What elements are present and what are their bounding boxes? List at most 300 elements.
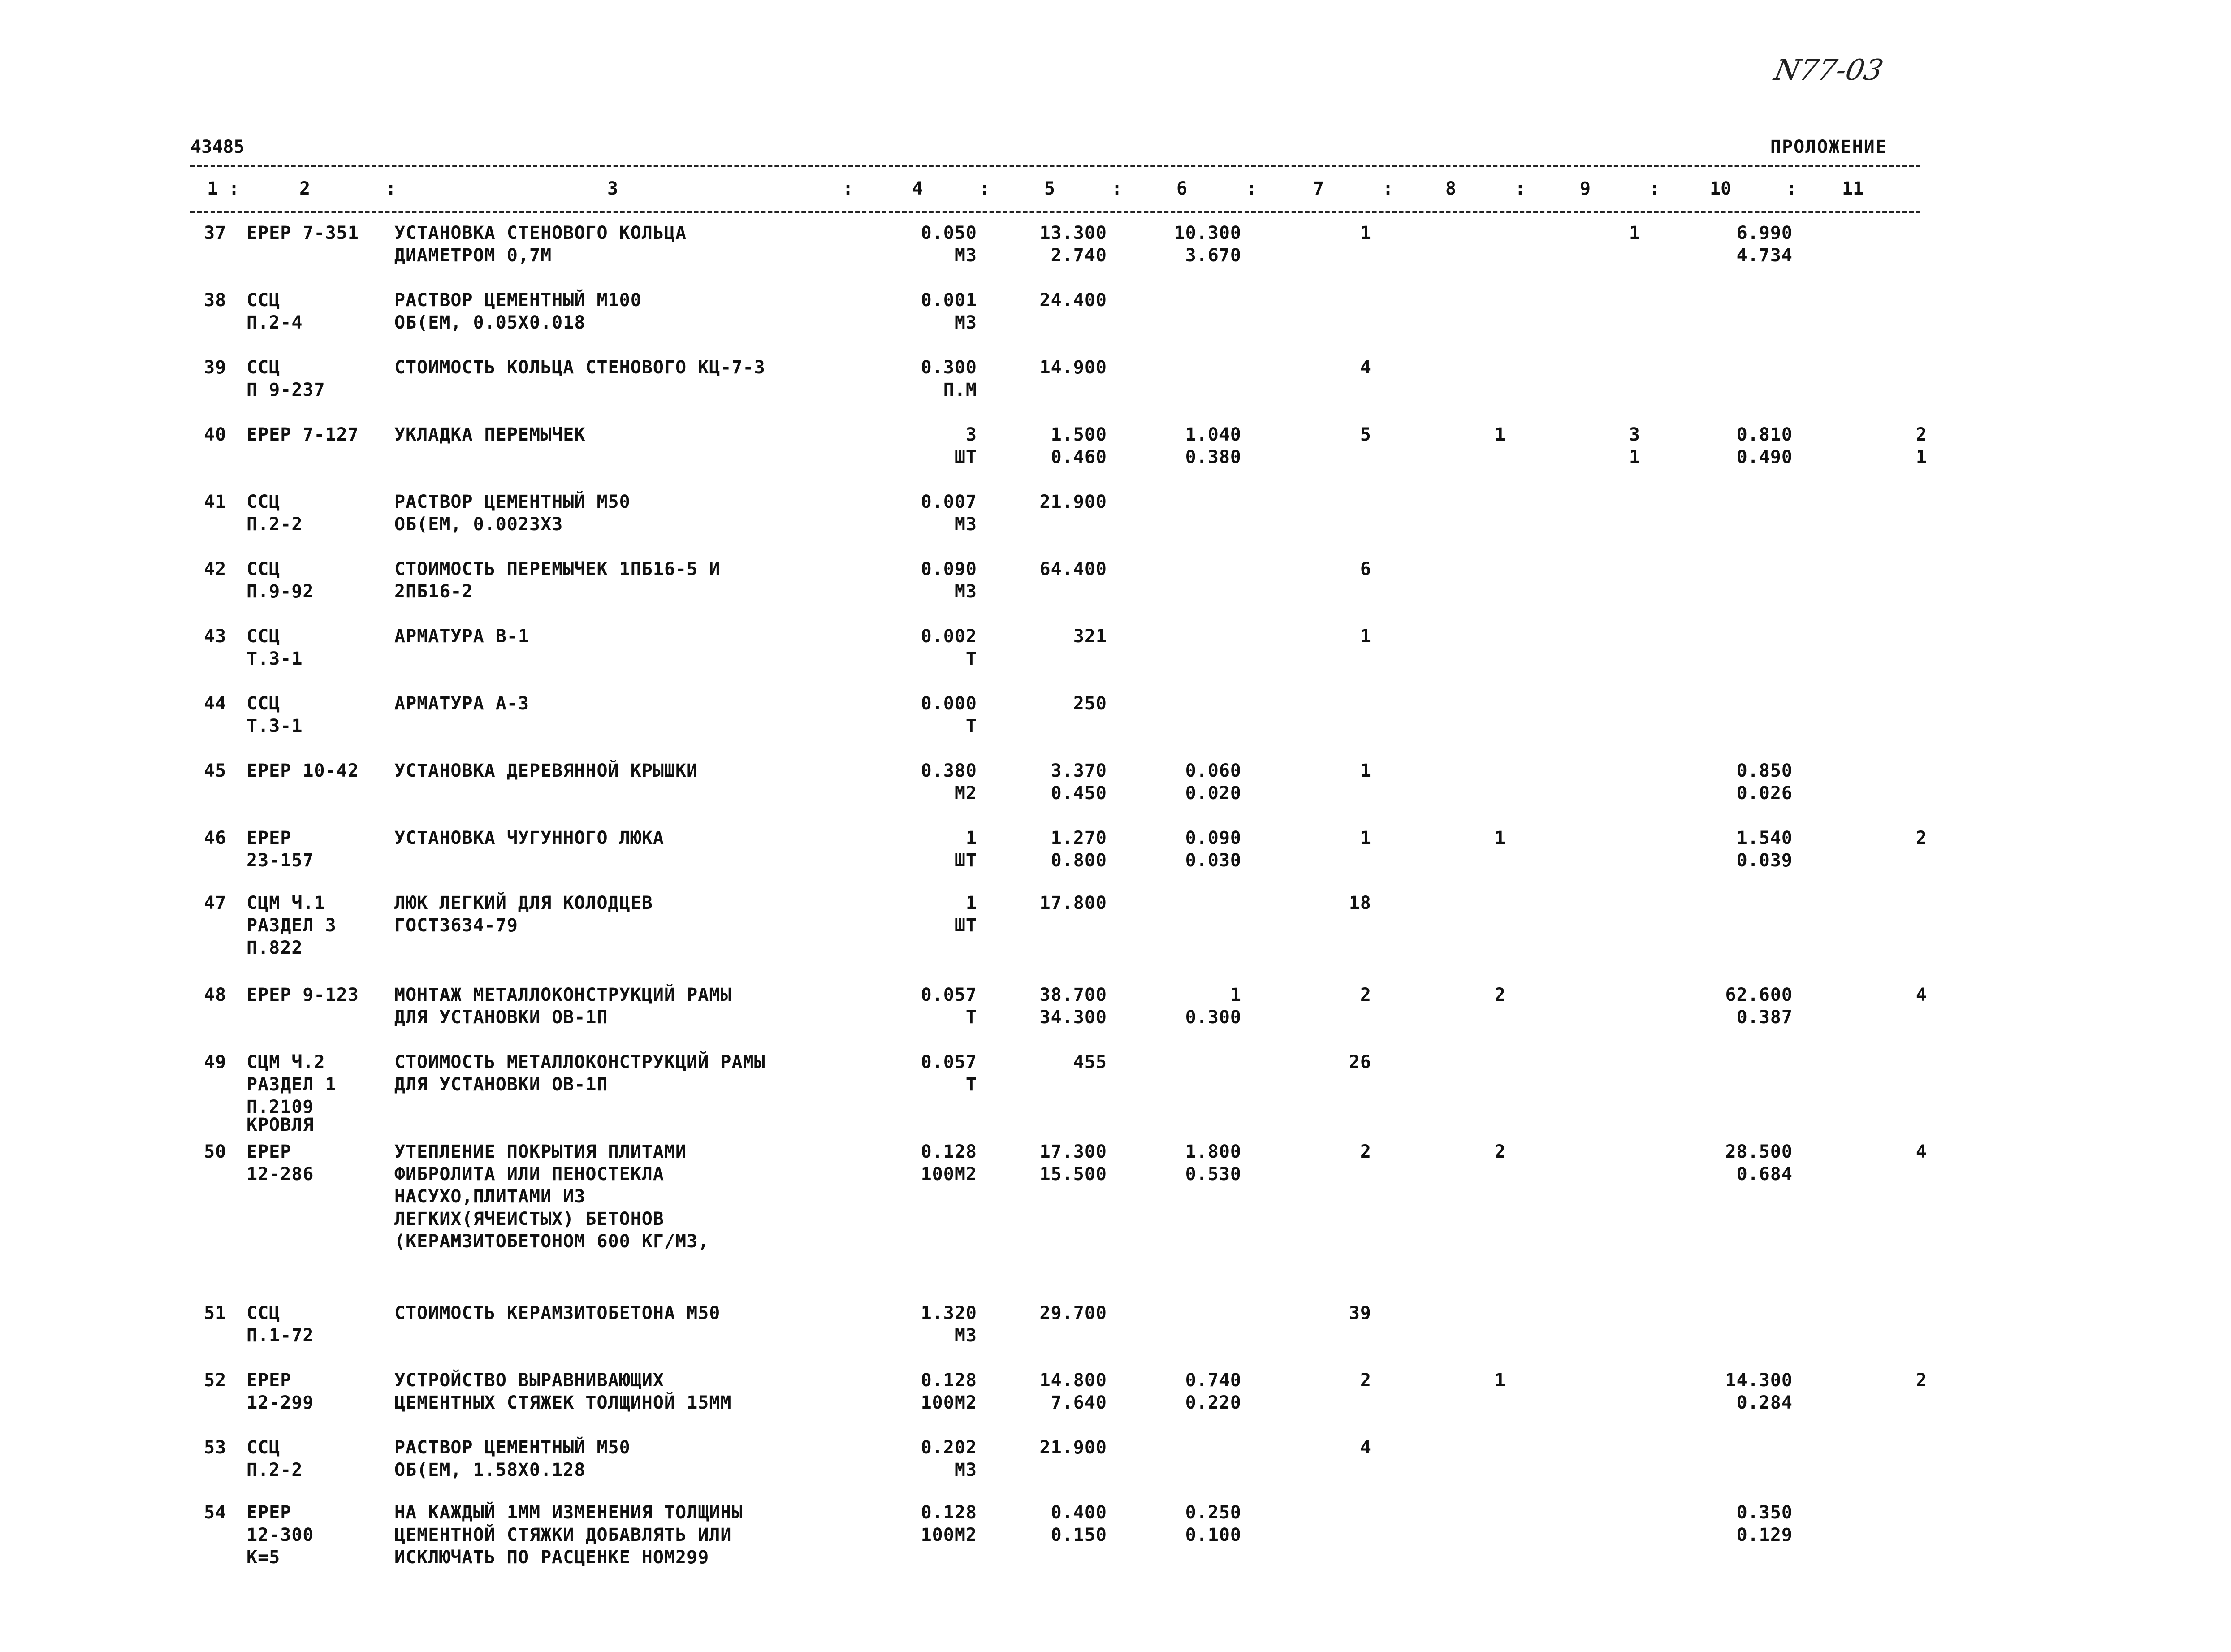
cell-line: НА КАЖДЫЙ 1ММ ИЗМЕНЕНИЯ ТОЛЩИНЫ: [394, 1502, 743, 1523]
cell-name: [394, 892, 887, 937]
cell-line: УСТАНОВКА ЧУГУННОГО ЛЮКА: [394, 828, 664, 848]
cell-line: РАЗДЕЛ 1: [246, 1074, 337, 1095]
cell-qty: [887, 984, 977, 1029]
cell-c7: [1327, 892, 1371, 914]
cell-no: 51: [204, 1303, 227, 1323]
cell-line: 2: [1360, 1370, 1371, 1391]
cell-line: 0.530: [1185, 1164, 1241, 1185]
cell-code: [246, 827, 390, 872]
cell-no: 43: [204, 626, 227, 647]
cell-c5: [1013, 1302, 1107, 1324]
cell-line: ДЛЯ УСТАНОВКИ ОВ-1П: [394, 1007, 608, 1028]
cell-line: ШТ: [954, 915, 977, 936]
cell-c5: [1013, 491, 1107, 513]
cell-line: ЕРЕР 9-123: [246, 985, 359, 1005]
cell-line: ССЦ: [246, 1303, 281, 1323]
cell-line: 4: [1360, 1437, 1371, 1458]
cell-line: М2: [954, 783, 977, 804]
cell-line: ЦЕМЕНТНОЙ СТЯЖКИ ДОБАВЛЯТЬ ИЛИ: [394, 1525, 732, 1545]
cell-qty: [887, 1051, 977, 1096]
cell-line: 0.202: [921, 1437, 977, 1458]
cell-line: 0.020: [1185, 783, 1241, 804]
cell-c6: [1147, 984, 1241, 1029]
cell-line: 13.300: [1039, 223, 1107, 243]
handwritten-mark: N77-03: [1771, 54, 1886, 87]
header-rule: [190, 211, 1920, 213]
cell-line: ДЛЯ УСТАНОВКИ ОВ-1П: [394, 1074, 608, 1095]
cell-line: 0.400: [1051, 1502, 1107, 1523]
col-separator: :: [1515, 178, 1526, 199]
cell-name: [394, 692, 887, 715]
cell-line: 1.040: [1185, 424, 1241, 445]
cell-line: 0.150: [1051, 1525, 1107, 1545]
cell-line: 1: [1360, 223, 1371, 243]
cell-line: 10.300: [1174, 223, 1241, 243]
cell-line: 0.800: [1051, 850, 1107, 871]
cell-code: [246, 222, 390, 244]
cell-line: 2: [1360, 985, 1371, 1005]
cell-code: [246, 491, 390, 536]
cell-c7: [1327, 984, 1371, 1006]
top-rule: [190, 165, 1920, 167]
cell-c7: [1327, 356, 1371, 379]
cell-line: 0.284: [1736, 1393, 1793, 1413]
cell-line: Т: [965, 649, 977, 669]
cell-c10: [1694, 424, 1793, 468]
cell-line: 100М2: [921, 1164, 977, 1185]
col-separator: :: [1111, 178, 1123, 199]
cell-c6: [1147, 1501, 1241, 1546]
cell-line: Т: [965, 1007, 977, 1028]
cell-name: [394, 760, 887, 782]
cell-c11: [1882, 827, 1927, 849]
cell-line: ШТ: [954, 850, 977, 871]
cell-line: ОБ(ЕМ, 1.58Х0.128: [394, 1460, 586, 1480]
cell-line: 29.700: [1039, 1303, 1107, 1323]
cell-line: 0.026: [1736, 783, 1793, 804]
cell-line: ЕРЕР 7-127: [246, 424, 359, 445]
cell-line: 0.740: [1185, 1370, 1241, 1391]
cell-c6: [1147, 222, 1241, 267]
cell-line: ИСКЛЮЧАТЬ ПО РАСЦЕНКЕ НОМ299: [394, 1547, 709, 1568]
cell-code: [246, 892, 390, 959]
cell-line: 3.370: [1051, 761, 1107, 781]
cell-c7: [1327, 760, 1371, 782]
cell-line: ССЦ: [246, 693, 281, 714]
col-header-4: 4: [912, 178, 923, 199]
cell-line: 0.007: [921, 492, 977, 512]
cell-line: 2: [1915, 1370, 1927, 1391]
cell-no: 40: [204, 424, 227, 445]
cell-qty: [887, 289, 977, 334]
cell-code: [246, 558, 390, 603]
cell-code: [246, 984, 390, 1006]
cell-line: ГОСТ3634-79: [394, 915, 518, 936]
cell-qty: [887, 1141, 977, 1185]
cell-no: 39: [204, 357, 227, 378]
cell-c5: [1013, 892, 1107, 914]
cell-line: 0.000: [921, 693, 977, 714]
cell-c9: [1595, 222, 1640, 244]
cell-line: 0.460: [1051, 447, 1107, 467]
col-header-11: 11: [1842, 178, 1864, 199]
cell-line: 4: [1915, 985, 1927, 1005]
cell-line: СЦМ Ч.2: [246, 1052, 325, 1073]
cell-c8: [1461, 1141, 1506, 1163]
cell-name: [394, 1051, 887, 1096]
cell-code: [246, 1501, 390, 1569]
cell-line: 1: [1360, 761, 1371, 781]
col-header-1: 1: [207, 178, 218, 199]
cell-line: К=5: [246, 1547, 281, 1568]
cell-c6: [1147, 760, 1241, 804]
cell-c6: [1147, 1369, 1241, 1414]
cell-line: 1: [1360, 828, 1371, 848]
cell-line: 1: [1360, 626, 1371, 647]
cell-line: ЛЮК ЛЕГКИЙ ДЛЯ КОЛОДЦЕВ: [394, 893, 653, 913]
cell-line: ОБ(ЕМ, 0.05Х0.018: [394, 312, 586, 333]
col-header-2: 2: [299, 178, 311, 199]
cell-line: 14.800: [1039, 1370, 1107, 1391]
cell-line: ЕРЕР: [246, 1370, 292, 1391]
cell-line: 0.128: [921, 1502, 977, 1523]
cell-line: 0.039: [1736, 850, 1793, 871]
cell-c5: [1013, 1369, 1107, 1414]
cell-c8: [1461, 827, 1506, 849]
cell-line: 0.810: [1736, 424, 1793, 445]
cell-line: М3: [954, 514, 977, 535]
cell-line: П.9-92: [246, 581, 314, 602]
cell-no: 52: [204, 1370, 227, 1391]
cell-no: 46: [204, 828, 227, 848]
cell-line: 38.700: [1039, 985, 1107, 1005]
col-header-6: 6: [1176, 178, 1188, 199]
col-separator: :: [1383, 178, 1394, 199]
cell-line: 12-299: [246, 1393, 314, 1413]
cell-line: Т: [965, 1074, 977, 1095]
cell-line: УТЕПЛЕНИЕ ПОКРЫТИЯ ПЛИТАМИ: [394, 1142, 687, 1162]
cell-code: [246, 1051, 390, 1118]
cell-line: 3: [965, 424, 977, 445]
cell-line: 0.100: [1185, 1525, 1241, 1545]
cell-line: 0.090: [921, 559, 977, 579]
cell-line: ССЦ: [246, 626, 281, 647]
cell-line: П.2-2: [246, 1460, 303, 1480]
cell-c5: [1013, 692, 1107, 715]
cell-line: 21.900: [1039, 492, 1107, 512]
cell-name: [394, 1369, 887, 1414]
cell-no: 44: [204, 693, 227, 714]
cell-c6: [1147, 1141, 1241, 1185]
cell-line: 2.740: [1051, 245, 1107, 266]
col-separator: :: [1649, 178, 1660, 199]
cell-line: 0.001: [921, 290, 977, 311]
cell-qty: [887, 356, 977, 401]
cell-line: УСТРОЙСТВО ВЫРАВНИВАЮЩИХ: [394, 1370, 664, 1391]
cell-qty: [887, 558, 977, 603]
cell-line: М3: [954, 245, 977, 266]
cell-line: 26: [1349, 1052, 1371, 1073]
cell-line: Т.3-1: [246, 716, 303, 736]
cell-line: ССЦ: [246, 290, 281, 311]
cell-no: 53: [204, 1437, 227, 1458]
cell-qty: [887, 760, 977, 804]
cell-line: 0.300: [921, 357, 977, 378]
cell-c10: [1694, 827, 1793, 872]
cell-c5: [1013, 289, 1107, 311]
cell-c10: [1694, 222, 1793, 267]
cell-c5: [1013, 1051, 1107, 1073]
cell-line: 0.128: [921, 1142, 977, 1162]
cell-c5: [1013, 356, 1107, 379]
cell-line: 2: [1494, 985, 1506, 1005]
cell-line: 0.350: [1736, 1502, 1793, 1523]
cell-line: 7.640: [1051, 1393, 1107, 1413]
cell-c7: [1327, 1051, 1371, 1073]
cell-name: [394, 1141, 887, 1253]
cell-line: РАСТВОР ЦЕМЕНТНЫЙ М50: [394, 492, 631, 512]
cell-line: 0.057: [921, 1052, 977, 1073]
cell-line: 14.900: [1039, 357, 1107, 378]
cell-line: ССЦ: [246, 1437, 281, 1458]
col-header-9: 9: [1580, 178, 1591, 199]
cell-line: М3: [954, 581, 977, 602]
cell-line: УКЛАДКА ПЕРЕМЫЧЕК: [394, 424, 586, 445]
cell-line: П.2109: [246, 1097, 314, 1117]
col-separator: :: [843, 178, 854, 199]
cell-line: 0.490: [1736, 447, 1793, 467]
col-separator: :: [1246, 178, 1257, 199]
cell-line: П.2-4: [246, 312, 303, 333]
cell-c5: [1013, 1436, 1107, 1459]
cell-no: 54: [204, 1502, 227, 1523]
cell-line: ЕРЕР: [246, 1142, 292, 1162]
col-header-7: 7: [1313, 178, 1324, 199]
cell-line: 2ПБ16-2: [394, 581, 473, 602]
cell-c10: [1694, 984, 1793, 1029]
cell-c7: [1327, 625, 1371, 648]
cell-name: [394, 1501, 887, 1569]
cell-no: 47: [204, 893, 227, 913]
cell-no: 41: [204, 492, 227, 512]
cell-line: 21.900: [1039, 1437, 1107, 1458]
cell-line: 1.800: [1185, 1142, 1241, 1162]
cell-c7: [1327, 1436, 1371, 1459]
cell-line: 4: [1915, 1142, 1927, 1162]
cell-line: 250: [1073, 693, 1107, 714]
cell-line: СТОИМОСТЬ МЕТАЛЛОКОНСТРУКЦИЙ РАМЫ: [394, 1052, 765, 1073]
cell-line: ЕРЕР: [246, 1502, 292, 1523]
cell-no: 38: [204, 290, 227, 311]
cell-line: 0.380: [921, 761, 977, 781]
cell-code: [246, 625, 390, 670]
cell-line: 3.670: [1185, 245, 1241, 266]
cell-line: 0.300: [1185, 1007, 1241, 1028]
cell-line: УСТАНОВКА СТЕНОВОГО КОЛЬЦА: [394, 223, 687, 243]
cell-line: (КЕРАМЗИТОБЕТОНОМ 600 КГ/М3,: [394, 1231, 709, 1252]
cell-c5: [1013, 558, 1107, 580]
cell-code: [246, 1141, 390, 1185]
cell-name: [394, 827, 887, 849]
cell-line: АРМАТУРА А-3: [394, 693, 529, 714]
cell-qty: [887, 1369, 977, 1414]
cell-line: ССЦ: [246, 492, 281, 512]
section-heading: КРОВЛЯ: [246, 1115, 314, 1135]
cell-name: [394, 289, 887, 334]
cell-line: ЕРЕР 10-42: [246, 761, 359, 781]
cell-line: 64.400: [1039, 559, 1107, 579]
cell-name: [394, 984, 887, 1029]
cell-line: П.М: [943, 380, 977, 400]
cell-c8: [1461, 984, 1506, 1006]
cell-line: РАСТВОР ЦЕМЕНТНЫЙ М50: [394, 1437, 631, 1458]
cell-line: 0.030: [1185, 850, 1241, 871]
cell-line: НАСУХО,ПЛИТАМИ ИЗ: [394, 1186, 586, 1207]
cell-line: 4: [1360, 357, 1371, 378]
cell-qty: [887, 491, 977, 536]
col-separator: :: [385, 178, 397, 199]
cell-line: 1: [1494, 424, 1506, 445]
cell-line: 0.060: [1185, 761, 1241, 781]
col-header-5: 5: [1044, 178, 1055, 199]
appendix-label: ПРОЛОЖЕНИЕ: [1770, 137, 1887, 157]
cell-line: 0.220: [1185, 1393, 1241, 1413]
col-separator: :: [229, 178, 240, 199]
cell-c7: [1327, 1369, 1371, 1392]
cell-c9: [1595, 424, 1640, 468]
cell-line: СТОИМОСТЬ КЕРАМЗИТОБЕТОНА М50: [394, 1303, 721, 1323]
cell-line: 1: [965, 893, 977, 913]
cell-line: 0.050: [921, 223, 977, 243]
cell-c8: [1461, 1369, 1506, 1392]
cell-qty: [887, 1501, 977, 1546]
cell-c5: [1013, 827, 1107, 872]
cell-line: 18: [1349, 893, 1371, 913]
cell-line: АРМАТУРА В-1: [394, 626, 529, 647]
cell-line: 6: [1360, 559, 1371, 579]
cell-line: СЦМ Ч.1: [246, 893, 325, 913]
cell-line: 1: [1230, 985, 1241, 1005]
cell-line: М3: [954, 1325, 977, 1346]
cell-name: [394, 558, 887, 603]
cell-c11: [1882, 1369, 1927, 1392]
cell-line: 15.500: [1039, 1164, 1107, 1185]
cell-c5: [1013, 625, 1107, 648]
cell-line: ФИБРОЛИТА ИЛИ ПЕНОСТЕКЛА: [394, 1164, 664, 1185]
cell-c7: [1327, 1141, 1371, 1163]
cell-name: [394, 222, 887, 267]
cell-c7: [1327, 558, 1371, 580]
cell-qty: [887, 692, 977, 737]
cell-line: ШТ: [954, 447, 977, 467]
cell-qty: [887, 424, 977, 468]
cell-line: 1.500: [1051, 424, 1107, 445]
cell-line: 2: [1915, 828, 1927, 848]
cell-line: П.1-72: [246, 1325, 314, 1346]
cell-name: [394, 1302, 887, 1324]
col-separator: :: [1786, 178, 1797, 199]
cell-line: 3: [1629, 424, 1640, 445]
cell-line: 100М2: [921, 1393, 977, 1413]
cell-line: ССЦ: [246, 357, 281, 378]
cell-line: 14.300: [1725, 1370, 1793, 1391]
cell-no: 50: [204, 1142, 227, 1162]
cell-c10: [1694, 760, 1793, 804]
cell-line: 1: [1915, 447, 1927, 467]
cell-c10: [1694, 1501, 1793, 1546]
cell-qty: [887, 827, 977, 872]
cell-line: ССЦ: [246, 559, 281, 579]
cell-c10: [1694, 1141, 1793, 1185]
col-separator: :: [979, 178, 990, 199]
cell-c5: [1013, 1501, 1107, 1546]
cell-line: ЛЕГКИХ(ЯЧЕИСТЫХ) БЕТОНОВ: [394, 1209, 664, 1229]
cell-line: П.2-2: [246, 514, 303, 535]
cell-code: [246, 289, 390, 334]
cell-no: 37: [204, 223, 227, 243]
cell-qty: [887, 1302, 977, 1347]
cell-line: Т.3-1: [246, 649, 303, 669]
cell-code: [246, 424, 390, 446]
cell-line: 62.600: [1725, 985, 1793, 1005]
cell-qty: [887, 625, 977, 670]
cell-code: [246, 1436, 390, 1481]
cell-line: 0.250: [1185, 1502, 1241, 1523]
cell-c5: [1013, 1141, 1107, 1185]
cell-line: ОБ(ЕМ, 0.0023Х3: [394, 514, 563, 535]
cell-c10: [1694, 1369, 1793, 1414]
cell-line: 1.320: [921, 1303, 977, 1323]
cell-line: 6.990: [1736, 223, 1793, 243]
cell-no: 42: [204, 559, 227, 579]
cell-name: [394, 1436, 887, 1481]
cell-c5: [1013, 760, 1107, 804]
cell-code: [246, 692, 390, 737]
cell-line: 0.380: [1185, 447, 1241, 467]
cell-line: 100М2: [921, 1525, 977, 1545]
cell-name: [394, 625, 887, 648]
cell-line: М3: [954, 312, 977, 333]
cell-line: 1: [1494, 1370, 1506, 1391]
cell-c7: [1327, 1302, 1371, 1324]
cell-no: 45: [204, 761, 227, 781]
cell-line: 4.734: [1736, 245, 1793, 266]
cell-line: 1.270: [1051, 828, 1107, 848]
cell-line: 1: [1629, 447, 1640, 467]
cell-code: [246, 1302, 390, 1347]
doc-number: 43485: [190, 137, 245, 157]
cell-qty: [887, 1436, 977, 1481]
cell-line: ЦЕМЕНТНЫХ СТЯЖЕК ТОЛЩИНОЙ 15ММ: [394, 1393, 732, 1413]
cell-line: 0.090: [1185, 828, 1241, 848]
cell-line: ДИАМЕТРОМ 0,7М: [394, 245, 552, 266]
cell-line: 34.300: [1039, 1007, 1107, 1028]
cell-code: [246, 760, 390, 782]
cell-line: 1: [965, 828, 977, 848]
cell-code: [246, 356, 390, 401]
cell-c11: [1882, 984, 1927, 1006]
cell-line: 12-286: [246, 1164, 314, 1185]
cell-c11: [1882, 424, 1927, 468]
cell-line: 5: [1360, 424, 1371, 445]
cell-c7: [1327, 827, 1371, 849]
cell-line: 0.128: [921, 1370, 977, 1391]
cell-line: 455: [1073, 1052, 1107, 1073]
cell-line: 1: [1629, 223, 1640, 243]
cell-line: 39: [1349, 1303, 1371, 1323]
cell-c8: [1461, 424, 1506, 446]
cell-line: УСТАНОВКА ДЕРЕВЯННОЙ КРЫШКИ: [394, 761, 698, 781]
